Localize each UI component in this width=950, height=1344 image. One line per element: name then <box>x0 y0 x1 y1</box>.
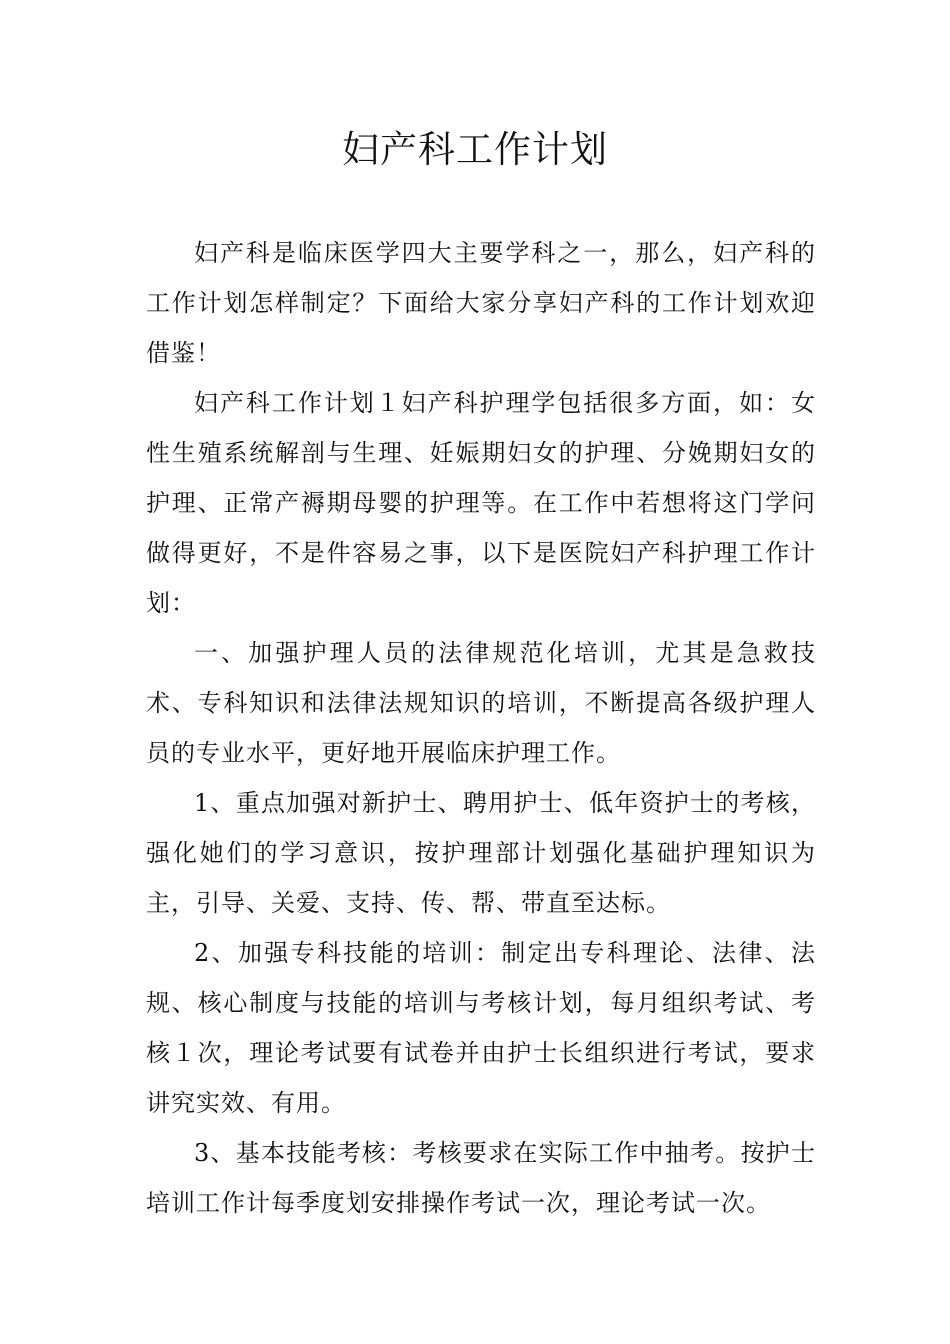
paragraph-item-1: 1、重点加强对新护士、聘用护士、低年资护士的考核，强化她们的学习意识，按护理部计划强化基础护理知识为主，引导、关爱、支持、传、帮、带直至达标。 <box>146 789 816 917</box>
paragraph-intro: 妇产科是临床医学四大主要学科之一，那么，妇产科的工作计划怎样制定？下面给大家分享妇产科的工作计划欢迎借鉴！ <box>146 239 816 367</box>
paragraph-item-3: 3、基本技能考核：考核要求在实际工作中抽考。按护士培训工作计每季度划安排操作考试一次，理论考试一次。 <box>146 1139 816 1217</box>
paragraph-plan-1: 妇产科工作计划１妇产科护理学包括很多方面，如：女性生殖系统解剖与生理、妊娠期妇女的护理、分娩期妇女的护理、正常产褥期母婴的护理等。在工作中若想将这门学问做得更好，不是件容易之事，以下是医院妇产科护理工作计划： <box>146 389 816 617</box>
document-body <box>146 228 816 1228</box>
paragraph-section-1: 一、加强护理人员的法律规范化培训，尤其是急救技术、专科知识和法律法规知识的培训，不断提高各级护理人员的专业水平，更好地开展临床护理工作。 <box>146 639 816 767</box>
paragraph-item-2: 2、加强专科技能的培训：制定出专科理论、法律、法规、核心制度与技能的培训与考核计划，每月组织考试、考核１次，理论考试要有试卷并由护士长组织进行考试，要求讲究实效、有用。 <box>146 939 816 1117</box>
document-title: 妇产科工作计划 <box>342 128 608 171</box>
